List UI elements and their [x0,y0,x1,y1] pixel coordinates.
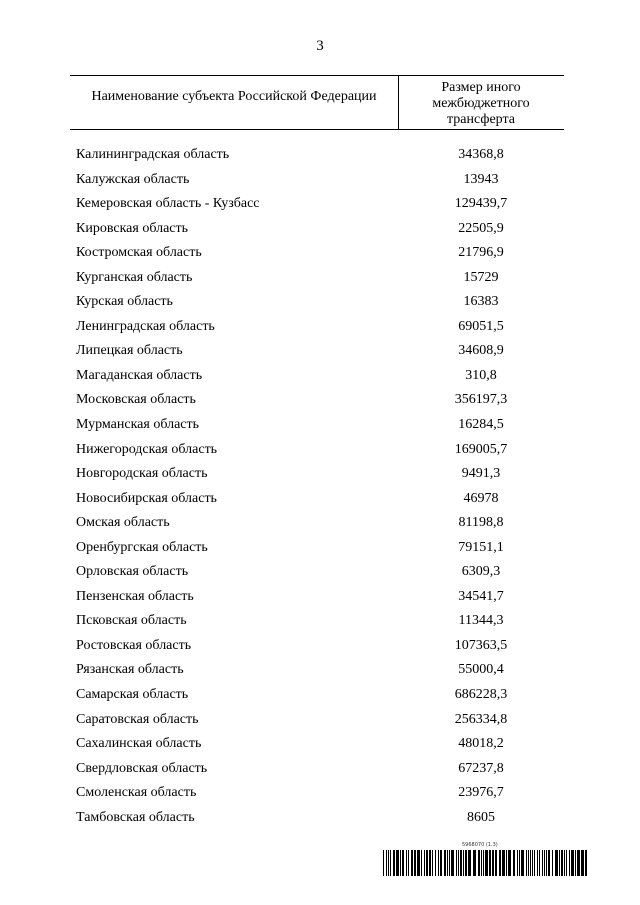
header-transfer-amount: Размер иного межбюджетного трансферта [432,80,530,127]
subject-name-cell: Калужская область [76,171,190,187]
transfer-amount-cell: 8605 [467,809,495,825]
table-row [0,487,640,512]
table-header-bottom-rule [70,129,564,130]
subject-name-cell: Ленинградская область [76,318,215,334]
transfer-amount-cell: 34368,8 [458,147,504,162]
subject-name-cell: Нижегородская область [76,441,218,457]
transfer-amount-cell: 48018,2 [458,736,504,752]
subject-name-cell: Новгородская область [76,466,208,482]
table-row [0,290,640,315]
table-row [0,511,640,536]
page-number: 3 [316,38,324,54]
transfer-amount-cell: 6309,3 [461,564,501,580]
table-row [0,241,640,266]
subject-name-cell: Новосибирская область [76,490,217,506]
subject-name-cell: Липецкая область [76,343,183,359]
table-row [0,192,640,217]
table-row [0,462,640,487]
table-row [0,143,640,168]
barcode-image [383,850,587,876]
table-row [0,388,640,413]
transfer-amount-cell: 169005,7 [454,441,508,457]
table-row [0,634,640,659]
subject-name-cell: Тамбовская область [76,809,195,825]
table-row [0,585,640,610]
table-row [0,708,640,733]
table-row [0,732,640,757]
subject-name-cell: Костромская область [76,245,202,261]
subject-name-cell: Ростовская область [76,637,192,653]
subject-name-cell: Калининградская область [76,147,230,162]
subject-name-cell: Орловская область [76,564,189,580]
transfer-amount-cell: 16383 [463,294,499,310]
transfer-amount-cell: 11344,3 [458,613,504,629]
subject-name-cell: Псковская область [76,613,187,629]
table-row [0,438,640,463]
table-row [0,683,640,708]
subject-name-cell: Саратовская область [76,711,199,727]
subject-name-cell: Самарская область [76,687,189,703]
transfer-amount-cell: 34541,7 [458,588,504,604]
table-body [0,143,640,830]
subject-name-cell: Кемеровская область - Кузбасс [76,196,260,212]
subject-name-cell: Курская область [76,294,173,310]
table-top-rule [70,75,564,76]
transfer-amount-cell: 356197,3 [454,392,508,408]
table-row [0,560,640,585]
transfer-amount-cell: 9491,3 [461,466,501,482]
subject-name-cell: Пензенская область [76,588,194,604]
subject-name-cell: Свердловская область [76,760,208,776]
table-row [0,658,640,683]
transfer-amount-cell: 46978 [463,490,499,506]
transfer-amount-cell: 67237,8 [458,760,504,776]
subject-name-cell: Магаданская область [76,367,203,383]
table-row [0,217,640,242]
subject-name-cell: Рязанская область [76,662,184,678]
transfer-amount-cell: 34608,9 [458,343,504,359]
barcode-code: 5968070 (1.3) [462,842,498,848]
table-row [0,168,640,193]
subject-name-cell: Мурманская область [76,417,200,433]
transfer-amount-cell: 107363,5 [454,637,508,653]
table-row [0,315,640,340]
table-row [0,609,640,634]
table-row [0,413,640,438]
transfer-amount-cell: 21796,9 [458,245,504,261]
transfer-amount-cell: 55000,4 [458,662,504,678]
transfer-amount-cell: 23976,7 [458,785,504,801]
subject-name-cell: Смоленская область [76,785,197,801]
table-row [0,757,640,782]
subject-name-cell: Сахалинская область [76,736,202,752]
transfer-amount-cell: 16284,5 [458,417,504,433]
transfer-amount-cell: 81198,8 [458,515,504,531]
table-row [0,364,640,389]
table-row [0,536,640,561]
transfer-amount-cell: 13943 [463,171,499,187]
transfer-amount-cell: 15729 [463,269,499,285]
transfer-amount-cell: 129439,7 [454,196,508,212]
transfer-amount-cell: 79151,1 [458,539,504,555]
subject-name-cell: Омская область [76,515,170,531]
subject-name-cell: Московская область [76,392,196,408]
subject-name-cell: Оренбургская область [76,539,208,555]
subject-name-cell: Кировская область [76,220,189,236]
subject-name-cell: Курганская область [76,269,193,285]
transfer-amount-cell: 69051,5 [458,318,504,334]
table-row [0,781,640,806]
transfer-amount-cell: 22505,9 [458,220,504,236]
transfer-amount-cell: 256334,8 [454,711,508,727]
table-row [0,339,640,364]
transfer-amount-cell: 686228,3 [454,687,508,703]
table-row [0,806,640,831]
table-row [0,266,640,291]
header-subject-name: Наименование субъекта Российской Федерации [91,89,377,104]
transfer-amount-cell: 310,8 [465,367,497,383]
